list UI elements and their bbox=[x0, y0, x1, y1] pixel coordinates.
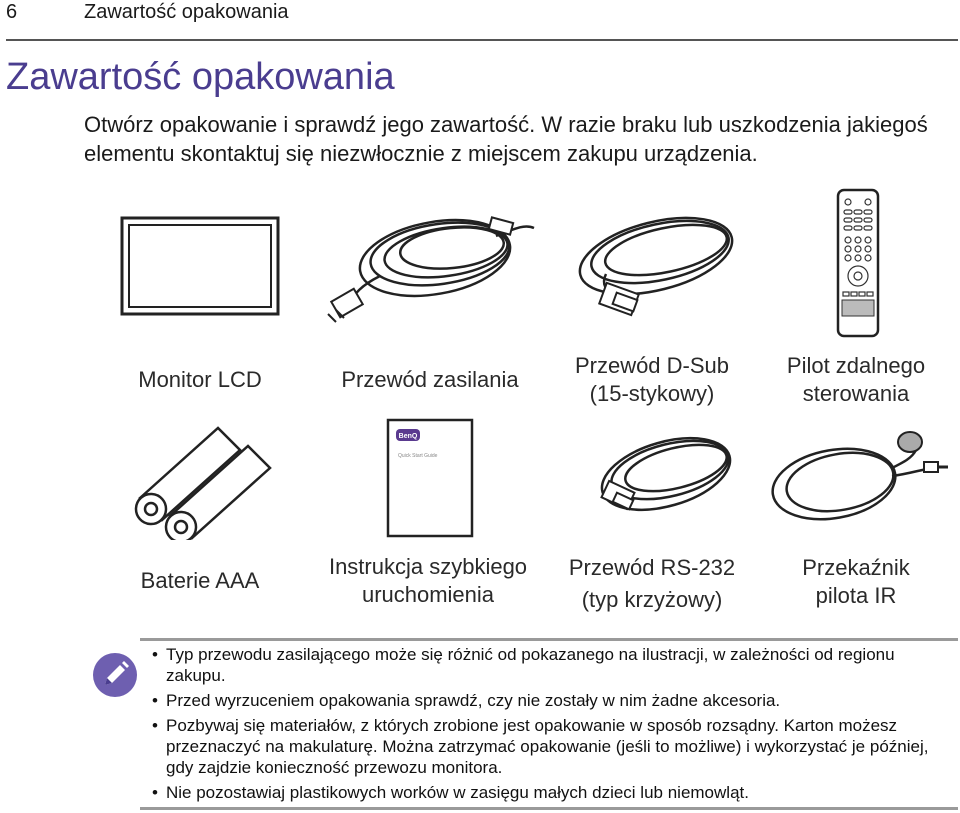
caption-line: (15-stykowy) bbox=[589, 381, 715, 406]
note-item: • Typ przewodu zasilającego może się różnić od pokazanego na ilustracji, w zależności od regionu zakupu. bbox=[150, 644, 950, 686]
running-title: Zawartość opakowania bbox=[84, 1, 289, 23]
caption-line: Przewód D-Sub bbox=[574, 353, 730, 378]
rs232-cable-icon bbox=[590, 430, 740, 530]
ir-receiver-icon bbox=[764, 428, 950, 528]
item-caption-quick-start-guide bbox=[306, 553, 550, 609]
item-caption-remote-control bbox=[756, 352, 956, 408]
caption-line: Instrukcja szybkiego bbox=[328, 554, 528, 579]
item-caption-ir-receiver bbox=[756, 554, 956, 610]
quick-start-guide-icon bbox=[386, 418, 476, 540]
caption-line: Przewód zasilania bbox=[341, 367, 519, 392]
caption-line: uruchomienia bbox=[361, 582, 495, 607]
caption-line: Monitor LCD bbox=[138, 367, 262, 392]
notes-top-rule bbox=[140, 638, 958, 641]
page-number: 6 bbox=[6, 1, 18, 23]
caption-line: Pilot zdalnego bbox=[786, 353, 926, 378]
page-header bbox=[0, 0, 960, 40]
item-caption-power-cord bbox=[320, 366, 540, 394]
note-item: • Nie pozostawiaj plastikowych worków w zasięgu małych dzieci lub niemowląt. bbox=[150, 782, 950, 803]
note-item: • Przed wyrzuceniem opakowania sprawdź, czy nie zostały w nim żadne akcesoria. bbox=[150, 690, 950, 711]
aaa-batteries-icon bbox=[130, 420, 280, 540]
dsub-cable-icon bbox=[566, 204, 742, 328]
caption-line: Przewód RS-232 bbox=[568, 555, 736, 580]
remote-control-icon bbox=[836, 188, 880, 338]
notes-bottom-rule bbox=[140, 807, 958, 810]
caption-line: Przekaźnik bbox=[802, 555, 910, 580]
caption-line: pilota IR bbox=[815, 583, 897, 608]
notes-list bbox=[150, 644, 950, 807]
power-cord-icon bbox=[320, 206, 540, 326]
item-caption-lcd-monitor bbox=[100, 366, 300, 394]
pencil-note-icon bbox=[92, 652, 138, 698]
item-caption-rs232-cable bbox=[552, 552, 752, 616]
intro-paragraph: Otwórz opakowanie i sprawdź jego zawartość. W razie braku lub uszkodzenia jakiegoś elementu skontaktuj się niezwłocznie z miejscem zakupu urządzenia. bbox=[84, 112, 928, 166]
lcd-monitor-icon bbox=[118, 214, 282, 318]
item-caption-dsub-cable bbox=[552, 352, 752, 408]
header-rule bbox=[6, 39, 958, 41]
guide-brand-logo: BenQ bbox=[398, 433, 418, 440]
note-item: • Pozbywaj się materiałów, z których zrobione jest opakowanie w sposób rozsądny. Karton możesz przeznaczyć na makulaturę. Można zatrzymać opakowanie (jeśli to możliwe) i wykorzystać je później, gdy zajdzie konieczność przewozu monitora. bbox=[150, 715, 950, 778]
caption-line: Baterie AAA bbox=[140, 568, 260, 593]
item-caption-aaa-batteries bbox=[100, 567, 300, 595]
caption-line: sterowania bbox=[802, 381, 910, 406]
notes-box bbox=[84, 638, 958, 810]
page-title: Zawartość opakowania bbox=[6, 56, 395, 98]
guide-cover-text: Quick Start Guide bbox=[398, 453, 438, 459]
caption-line: (typ krzyżowy) bbox=[581, 587, 723, 612]
